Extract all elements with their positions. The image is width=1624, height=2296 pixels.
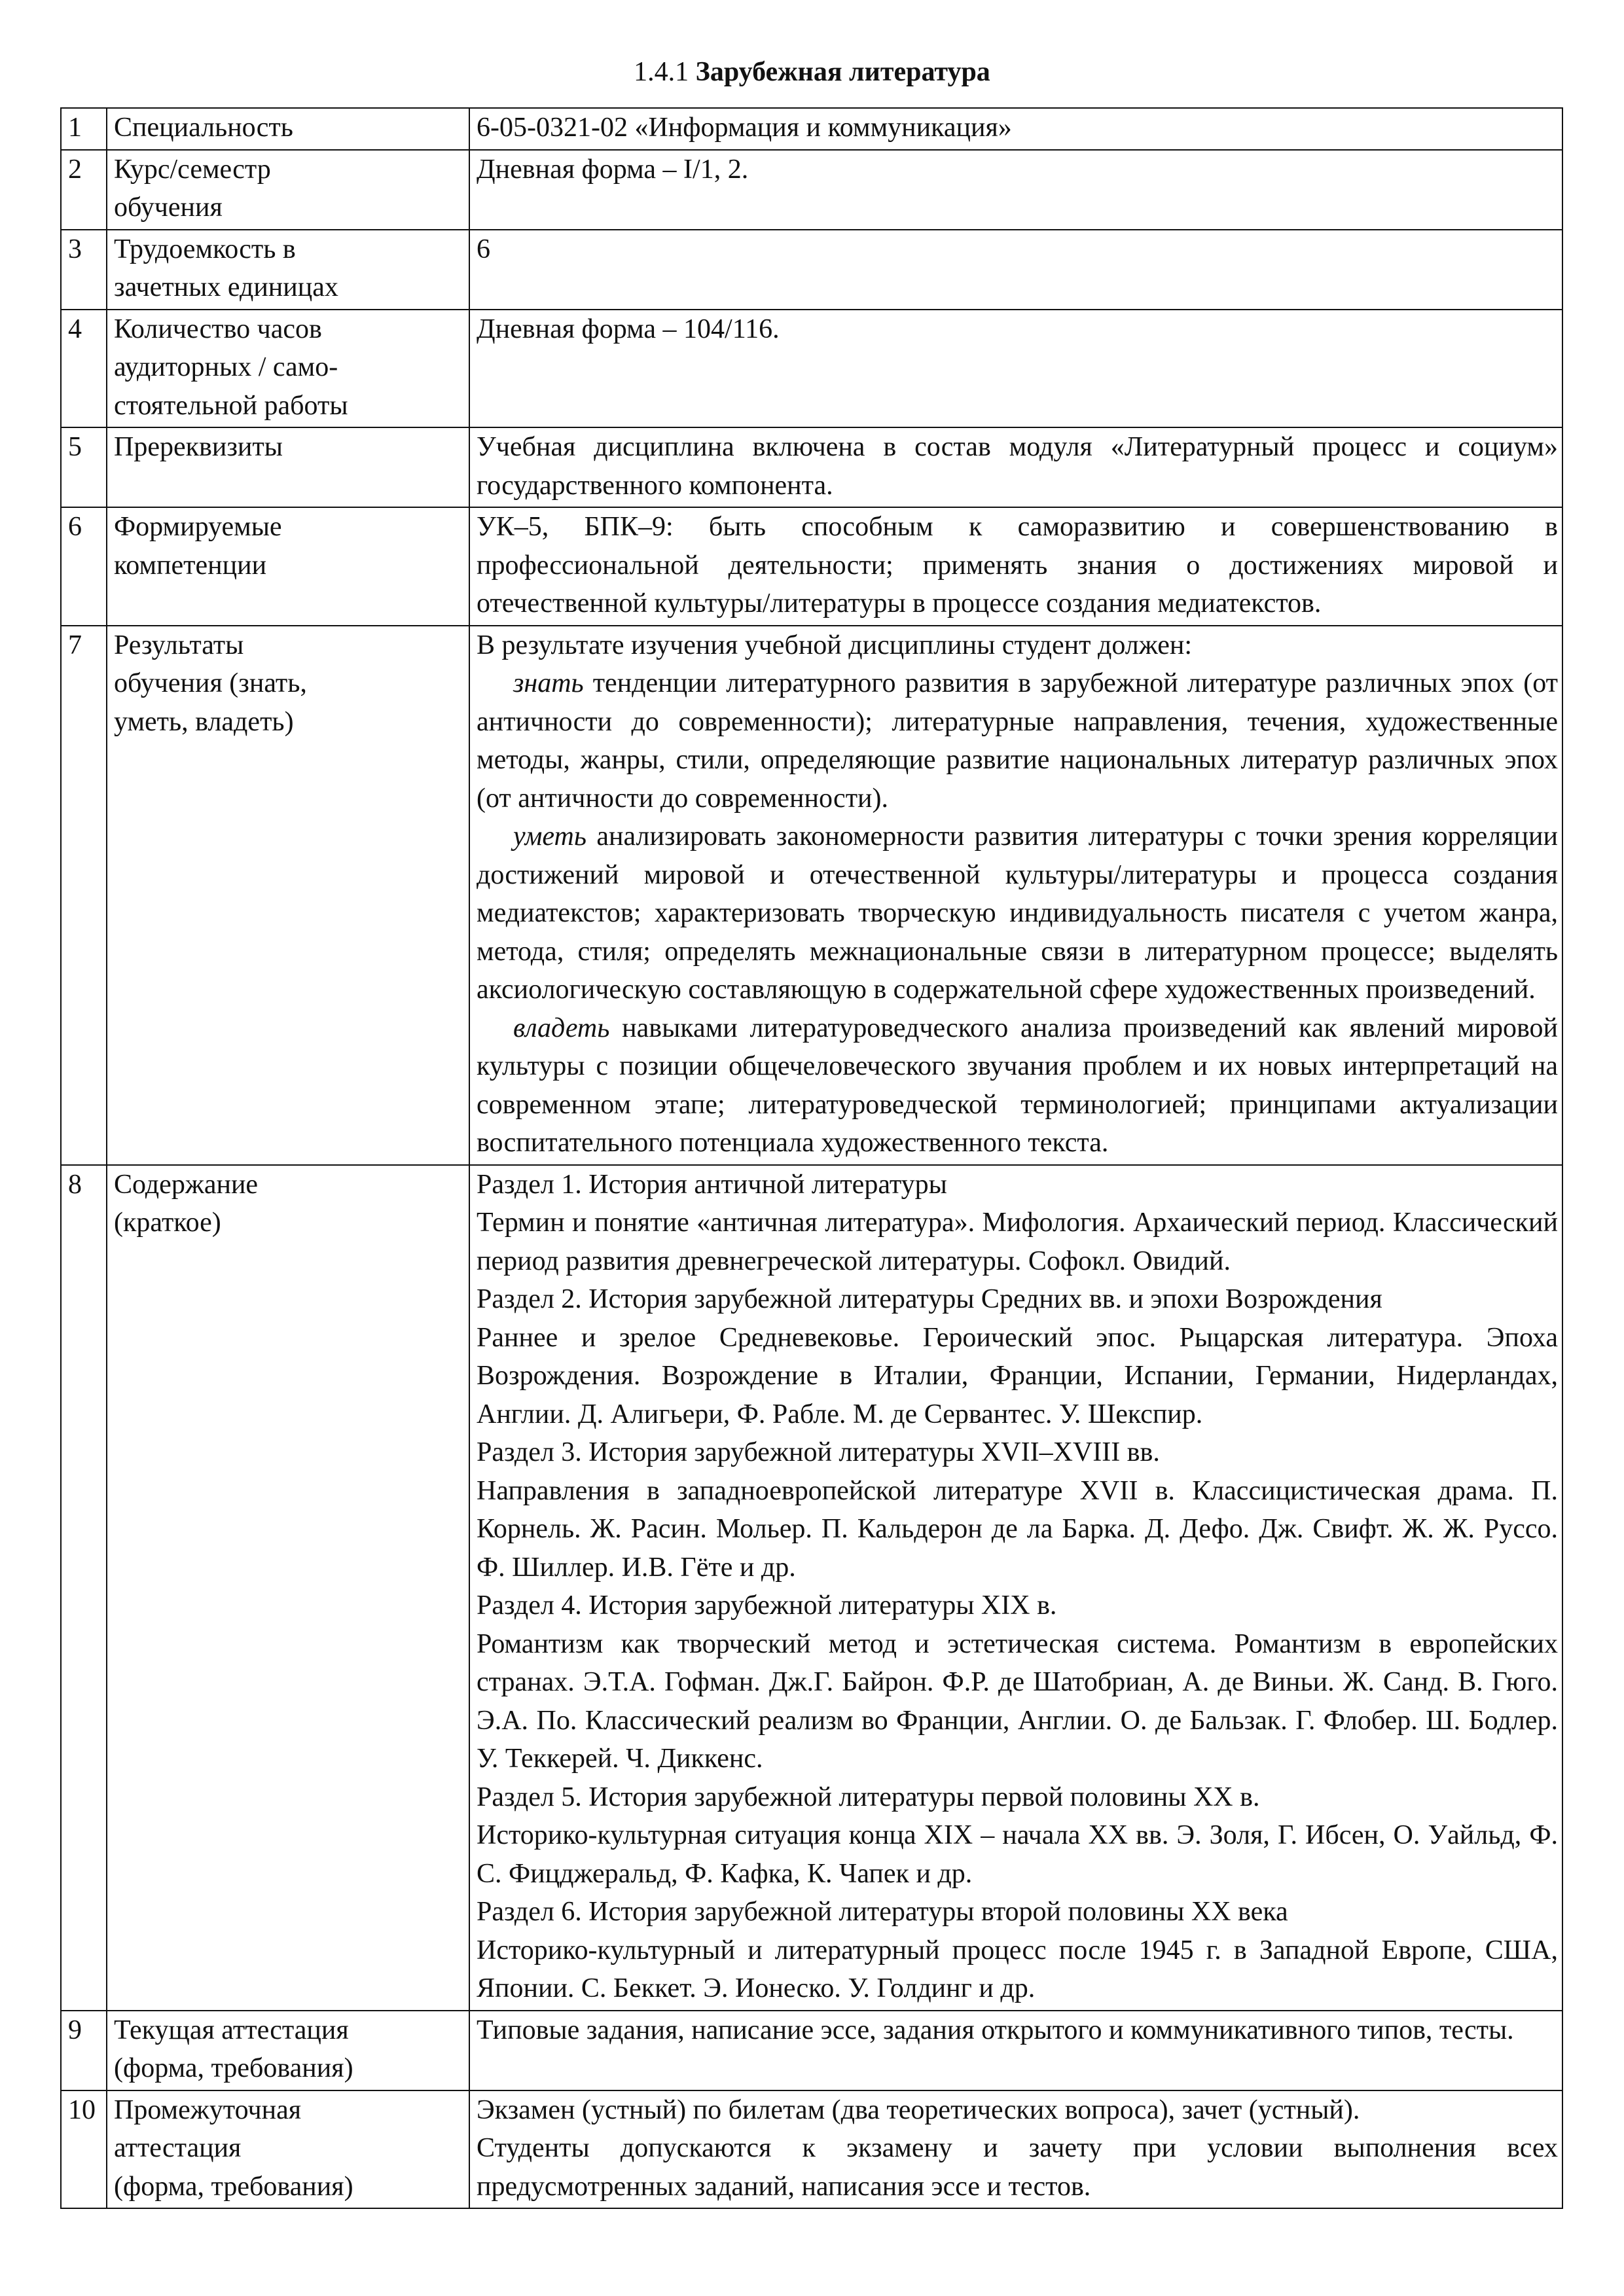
section-text: Направления в западноевропейской литературе XVII в. Классицистическая драма. П. Корнель. Ж. Расин. Мольер. П. Кальдерон де ла Барка. Д. Дефо. Дж. Свифт. Ж. Ж. Руссо. Ф. Шиллер. И.В. Гёте и др.: [477, 1475, 1558, 1583]
keyword-can: уметь: [513, 821, 586, 852]
row-number: 7: [61, 626, 107, 1165]
section-heading: Раздел 6. История зарубежной литературы второй половины XX века: [477, 1897, 1288, 1927]
row-value: Дневная форма – I/1, 2.: [469, 150, 1562, 230]
row-value: 6-05-0321-02 «Информация и коммуникация»: [469, 108, 1562, 150]
section-text: Раннее и зрелое Средневековье. Героический эпос. Рыцарская литература. Эпоха Возрождения. Возрождение в Италии, Франции, Испании, Германии, Нидерландах, Англии. Д. Алигьери, Ф. Рабле. М. де Сервантес. У. Шекспир.: [477, 1322, 1558, 1429]
row-value: Экзамен (устный) по билетам (два теоретических вопроса), зачет (устный). Студенты допускаются к экзамену и зачету при условии выполнения всех предусмотренных заданий, написания эссе и тестов.: [469, 2090, 1562, 2209]
row-label: Пререквизиты: [107, 427, 469, 507]
table-row: [61, 427, 1562, 507]
row-label: Содержание (краткое): [107, 1165, 469, 2011]
table-row: [61, 507, 1562, 626]
section-text: Романтизм как творческий метод и эстетическая система. Романтизм в европейских странах. Э.Т.А. Гофман. Дж.Г. Байрон. Ф.Р. де Шатобриан, А. де Виньи. Ж. Санд. В. Гюго. Э.А. По. Классический реализм во Франции, Англии. О. де Бальзак. Г. Флобер. Ш. Бодлер. У. Теккерей. Ч. Диккенс.: [477, 1628, 1558, 1774]
section-text: Историко-культурный и литературный процесс после 1945 г. в Западной Европе, США, Японии. С. Беккет. Э. Ионеско. У. Голдинг и др.: [477, 1935, 1558, 2003]
page-title: [0, 54, 1624, 90]
outcome-know: знать тенденции литературного развития в зарубежной литературе различных эпох (от античности до современности); литературные направления, течения, художественные методы, жанры, стили, определяющие развитие национальных литератур различных эпох (от античности до современности).: [477, 668, 1558, 814]
row-label: Текущая аттестация (форма, требования): [107, 2011, 469, 2090]
row-number: 8: [61, 1165, 107, 2011]
row-label: Результаты обучения (знать, уметь, владеть): [107, 626, 469, 1165]
row-value: Учебная дисциплина включена в состав модуля «Литературный процесс и социум» государственного компонента.: [469, 427, 1562, 507]
table-row: [61, 230, 1562, 310]
section-title: Зарубежная литература: [695, 57, 990, 87]
section-heading: Раздел 2. История зарубежной литературы Средних вв. и эпохи Возрождения: [477, 1284, 1382, 1314]
keyword-own: владеть: [513, 1013, 610, 1043]
outcome-own: владеть навыками литературоведческого анализа произведений как явлений мировой культуры с позиции общечеловеческого звучания проблем и их новых интерпретаций на современном этапе; литературоведческой терминологией; принципами актуализации воспитательного потенциала художественного текста.: [477, 1013, 1558, 1158]
section-text: Историко-культурная ситуация конца XIX – начала XX вв. Э. Золя, Г. Ибсен, О. Уайльд, Ф. С. Фицджеральд, Ф. Кафка, К. Чапек и др.: [477, 1820, 1558, 1889]
section-heading: Раздел 3. История зарубежной литературы XVII–XVIII вв.: [477, 1437, 1160, 1467]
section-heading: Раздел 1. История античной литературы: [477, 1169, 947, 1200]
section-heading: Раздел 4. История зарубежной литературы XIX в.: [477, 1590, 1057, 1621]
table-row: [61, 2090, 1562, 2209]
table-row: [61, 108, 1562, 150]
row-number: 2: [61, 150, 107, 230]
row-number: 10: [61, 2090, 107, 2209]
row-label: Трудоемкость в зачетных единицах: [107, 230, 469, 310]
row-label: Количество часов аудиторных / само- стоятельной работы: [107, 310, 469, 428]
table-row: [61, 150, 1562, 230]
section-number: 1.4.1: [634, 57, 689, 87]
row-value: Типовые задания, написание эссе, задания открытого и коммуникативного типов, тесты.: [469, 2011, 1562, 2090]
row-number: 5: [61, 427, 107, 507]
row-label: Специальность: [107, 108, 469, 150]
keyword-know: знать: [513, 668, 584, 698]
row-number: 6: [61, 507, 107, 626]
course-spec-table: [60, 107, 1563, 2209]
table-row: [61, 626, 1562, 1165]
row-label: Формируемые компетенции: [107, 507, 469, 626]
section-heading: Раздел 5. История зарубежной литературы первой половины XX в.: [477, 1782, 1260, 1812]
row-value: УК–5, БПК–9: быть способным к саморазвитию и совершенствованию в профессиональной деятельности; применять знания о достижениях мировой и отечественной культуры/литературы в процессе создания медиатекстов.: [469, 507, 1562, 626]
row-label: Промежуточная аттестация (форма, требования): [107, 2090, 469, 2209]
outcomes-intro: В результате изучения учебной дисциплины студент должен:: [477, 630, 1192, 660]
row-label: Курс/семестр обучения: [107, 150, 469, 230]
section-text: Термин и понятие «античная литература». Мифология. Архаический период. Классический период развития древнегреческой литературы. Софокл. Овидий.: [477, 1208, 1558, 1276]
row-value: [469, 626, 1562, 1165]
table-row: [61, 2011, 1562, 2090]
row-value: Дневная форма – 104/116.: [469, 310, 1562, 428]
table-row: [61, 310, 1562, 428]
row-number: 9: [61, 2011, 107, 2090]
row-number: 4: [61, 310, 107, 428]
row-value: 6: [469, 230, 1562, 310]
outcome-can: уметь анализировать закономерности развития литературы с точки зрения корреляции достижений мировой и отечественной культуры/литературы и процесса создания медиатекстов; характеризовать творческую индивидуальность писателя с учетом жанра, метода, стиля; определять межнациональные связи в литературном процессе; выделять аксиологическую составляющую в содержательной сфере художественных произведений.: [477, 821, 1558, 1005]
row-number: 3: [61, 230, 107, 310]
table-row: [61, 1165, 1562, 2011]
row-value: [469, 1165, 1562, 2011]
row-number: 1: [61, 108, 107, 150]
